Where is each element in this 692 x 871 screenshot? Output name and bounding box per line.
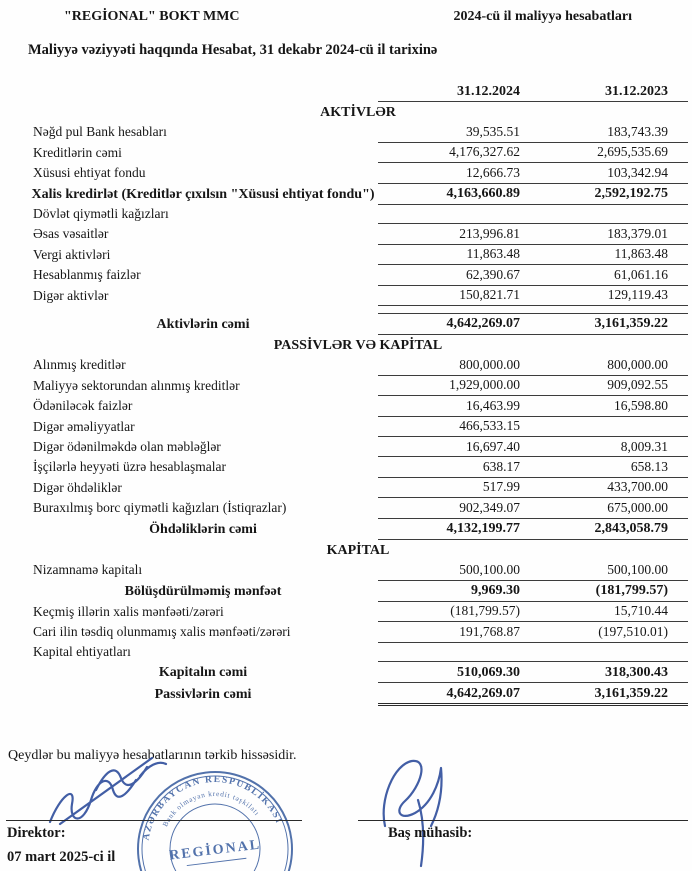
accountant-label: Baş mühasib: <box>388 825 473 841</box>
report-year-label: 2024-cü il maliyyə hesabatları <box>453 9 632 24</box>
value-2023: 318,300.43 <box>528 662 688 683</box>
column-header-2023: 31.12.2023 <box>528 81 688 102</box>
value-2023: 658.13 <box>528 457 688 477</box>
value-2024: 466,533.15 <box>378 416 528 436</box>
value-2024: 16,697.40 <box>378 437 528 457</box>
row-label: Passivlərin cəmi <box>154 687 252 703</box>
table-row <box>28 416 688 436</box>
spacer-cell <box>28 305 378 313</box>
director-signature-line <box>6 820 302 821</box>
value-2024: 517.99 <box>378 477 528 497</box>
value-2023: 8,009.31 <box>528 437 688 457</box>
spacer-rule <box>528 305 688 313</box>
empty-header-cell <box>28 81 378 102</box>
value-2023: 61,061.16 <box>528 265 688 285</box>
row-label: Əsas vəsaitlər <box>33 226 109 242</box>
table-row <box>28 163 688 183</box>
value-2023: 433,700.00 <box>528 477 688 497</box>
svg-text:AZƏRBAYCAN RESPUBLİKASI <box>135 767 285 843</box>
column-header-row <box>28 81 688 102</box>
accountant-signature <box>384 761 442 866</box>
value-2024 <box>378 642 528 661</box>
director-signature <box>50 758 166 824</box>
value-2024: 4,163,660.89 <box>378 183 528 204</box>
value-2024: 4,132,199.77 <box>378 518 528 539</box>
value-2024: 510,069.30 <box>378 662 528 683</box>
table-row <box>28 457 688 477</box>
table-row <box>28 355 688 375</box>
value-2023: 500,100.00 <box>528 560 688 580</box>
value-2023: 103,342.94 <box>528 163 688 183</box>
value-2023: 3,161,359.22 <box>528 683 688 705</box>
value-2023: (197,510.01) <box>528 622 688 642</box>
stamp-outer-text: AZƏRBAYCAN RESPUBLİKASI <box>141 774 284 842</box>
footnote: Qeydlər bu maliyyə hesabatlarının tərkib hissəsidir. <box>8 748 297 764</box>
table-row <box>28 224 688 244</box>
row-label: İşçilərlə heyyəti üzrə hesablaşmalar <box>33 459 227 475</box>
section-header: AKTİVLƏR <box>320 105 396 121</box>
table-row <box>28 335 688 356</box>
accountant-signature-line <box>358 820 688 821</box>
value-2023: (181,799.57) <box>528 580 688 601</box>
value-2024: 902,349.07 <box>378 498 528 518</box>
table-row <box>28 622 688 642</box>
row-label: Buraxılmış borc qiymətli kağızları (İstiqrazlar) <box>33 500 287 516</box>
table-row <box>28 601 688 621</box>
value-2023: 16,598.80 <box>528 396 688 416</box>
company-stamp <box>120 754 309 871</box>
value-2023 <box>528 642 688 661</box>
row-label: Kapital ehtiyatları <box>33 643 131 659</box>
value-2023: 2,843,058.79 <box>528 518 688 539</box>
report-table-body <box>28 102 688 705</box>
value-2023: 2,592,192.75 <box>528 183 688 204</box>
row-label: Xüsusi ehtiyat fondu <box>33 165 146 181</box>
row-label: Cari ilin təsdiq olunmamış xalis mənfəəti/zərəri <box>33 624 291 640</box>
value-2024: 1,929,000.00 <box>378 375 528 395</box>
financial-table <box>28 81 688 706</box>
row-label: Nizamnamə kapitalı <box>33 562 143 578</box>
value-2024: 4,176,327.62 <box>378 142 528 162</box>
value-2024: 4,642,269.07 <box>378 683 528 705</box>
value-2023: 11,863.48 <box>528 244 688 264</box>
row-label: Digər aktivlər <box>33 287 109 303</box>
value-2023: 129,119.43 <box>528 285 688 305</box>
row-label: Vergi aktivləri <box>33 246 111 262</box>
value-2024: 9,969.30 <box>378 580 528 601</box>
value-2024: 4,642,269.07 <box>378 313 528 334</box>
value-2023: 800,000.00 <box>528 355 688 375</box>
row-label: Maliyyə sektorundan alınmış kreditlər <box>33 377 240 393</box>
table-row <box>28 560 688 580</box>
value-2023: 909,092.55 <box>528 375 688 395</box>
table-row <box>28 642 688 661</box>
value-2023: 675,000.00 <box>528 498 688 518</box>
report-title: Maliyyə vəziyyəti haqqında Hesabat, 31 dekabr 2024-cü il tarixinə <box>28 42 438 58</box>
table-row <box>28 122 688 142</box>
row-label: Digər ödənilməkdə olan məbləğlər <box>33 439 221 455</box>
table-row <box>28 498 688 518</box>
stamp-inner-arc-text: Bank olmayan kredit təşkilatı <box>161 789 262 829</box>
spacer-rule <box>378 305 528 313</box>
row-label: Alınmış kreditlər <box>33 357 126 373</box>
stamp-center-rule <box>187 858 247 865</box>
value-2024: 213,996.81 <box>378 224 528 244</box>
table-row <box>28 580 688 601</box>
value-2024: 638.17 <box>378 457 528 477</box>
value-2024: 62,390.67 <box>378 265 528 285</box>
value-2024: 11,863.48 <box>378 244 528 264</box>
value-2024: 150,821.71 <box>378 285 528 305</box>
svg-text:Bank olmayan kredit təşkilatı <box>158 784 262 829</box>
table-row <box>28 265 688 285</box>
table-row <box>28 662 688 683</box>
column-header-2024: 31.12.2024 <box>378 81 528 102</box>
director-label: Direktor: <box>7 825 66 841</box>
value-2024: 16,463.99 <box>378 396 528 416</box>
row-label: Digər öhdəliklər <box>33 479 122 495</box>
document-header <box>0 0 692 25</box>
row-label: Bölüşdürülməmiş mənfəət <box>124 583 282 599</box>
table-row <box>28 204 688 223</box>
row-label: Ödəniləcək faizlər <box>33 398 133 414</box>
stamp-middle-ring <box>134 768 297 871</box>
section-header: PASSİVLƏR VƏ KAPİTAL <box>273 338 443 354</box>
value-2024: 39,535.51 <box>378 122 528 142</box>
table-row <box>28 518 688 539</box>
value-2023 <box>528 416 688 436</box>
value-2024: (181,799.57) <box>378 601 528 621</box>
signature-date: 07 mart 2025-ci il <box>7 849 116 865</box>
company-name: "REGİONAL" BOKT MMC <box>64 9 240 24</box>
table-row <box>28 437 688 457</box>
row-label: Dövlət qiymətli kağızları <box>33 205 169 221</box>
row-label: Öhdəliklərin cəmi <box>149 521 257 537</box>
row-label: Aktivlərin cəmi <box>156 316 250 332</box>
value-2024: 800,000.00 <box>378 355 528 375</box>
table-row <box>28 375 688 395</box>
value-2023: 15,710.44 <box>528 601 688 621</box>
row-label: Nəğd pul Bank hesabları <box>33 124 167 140</box>
table-row <box>28 285 688 305</box>
stamp-center-text: REGİONAL <box>168 837 262 864</box>
row-label: Kreditlərin cəmi <box>33 144 122 160</box>
table-row <box>28 683 688 705</box>
stamp-inner-ring <box>165 799 265 871</box>
value-2023: 3,161,359.22 <box>528 313 688 334</box>
table-row <box>28 313 688 334</box>
row-label: Xalis kredirlət (Kreditlər çıxılsın "Xüsusi ehtiyat fondu") <box>31 186 375 202</box>
value-2024: 191,768.87 <box>378 622 528 642</box>
value-2023 <box>528 204 688 223</box>
table-row <box>28 244 688 264</box>
table-row <box>28 142 688 162</box>
row-label: Digər əməliyyatlar <box>33 418 135 434</box>
section-header: KAPİTAL <box>326 542 390 558</box>
value-2023: 183,379.01 <box>528 224 688 244</box>
value-2024: 500,100.00 <box>378 560 528 580</box>
value-2024 <box>378 204 528 223</box>
value-2024: 12,666.73 <box>378 163 528 183</box>
row-label: Kapitalın cəmi <box>158 665 248 680</box>
stamp-outer-ring <box>129 763 301 871</box>
row-label: Keçmiş illərin xalis mənfəəti/zərəri <box>33 603 224 619</box>
value-2023: 183,743.39 <box>528 122 688 142</box>
row-label: Hesablanmış faizlər <box>33 267 141 283</box>
table-row <box>28 102 688 123</box>
table-row <box>28 539 688 560</box>
table-row <box>28 305 688 313</box>
table-row <box>28 396 688 416</box>
value-2023: 2,695,535.69 <box>528 142 688 162</box>
table-row <box>28 477 688 497</box>
table-row <box>28 183 688 204</box>
